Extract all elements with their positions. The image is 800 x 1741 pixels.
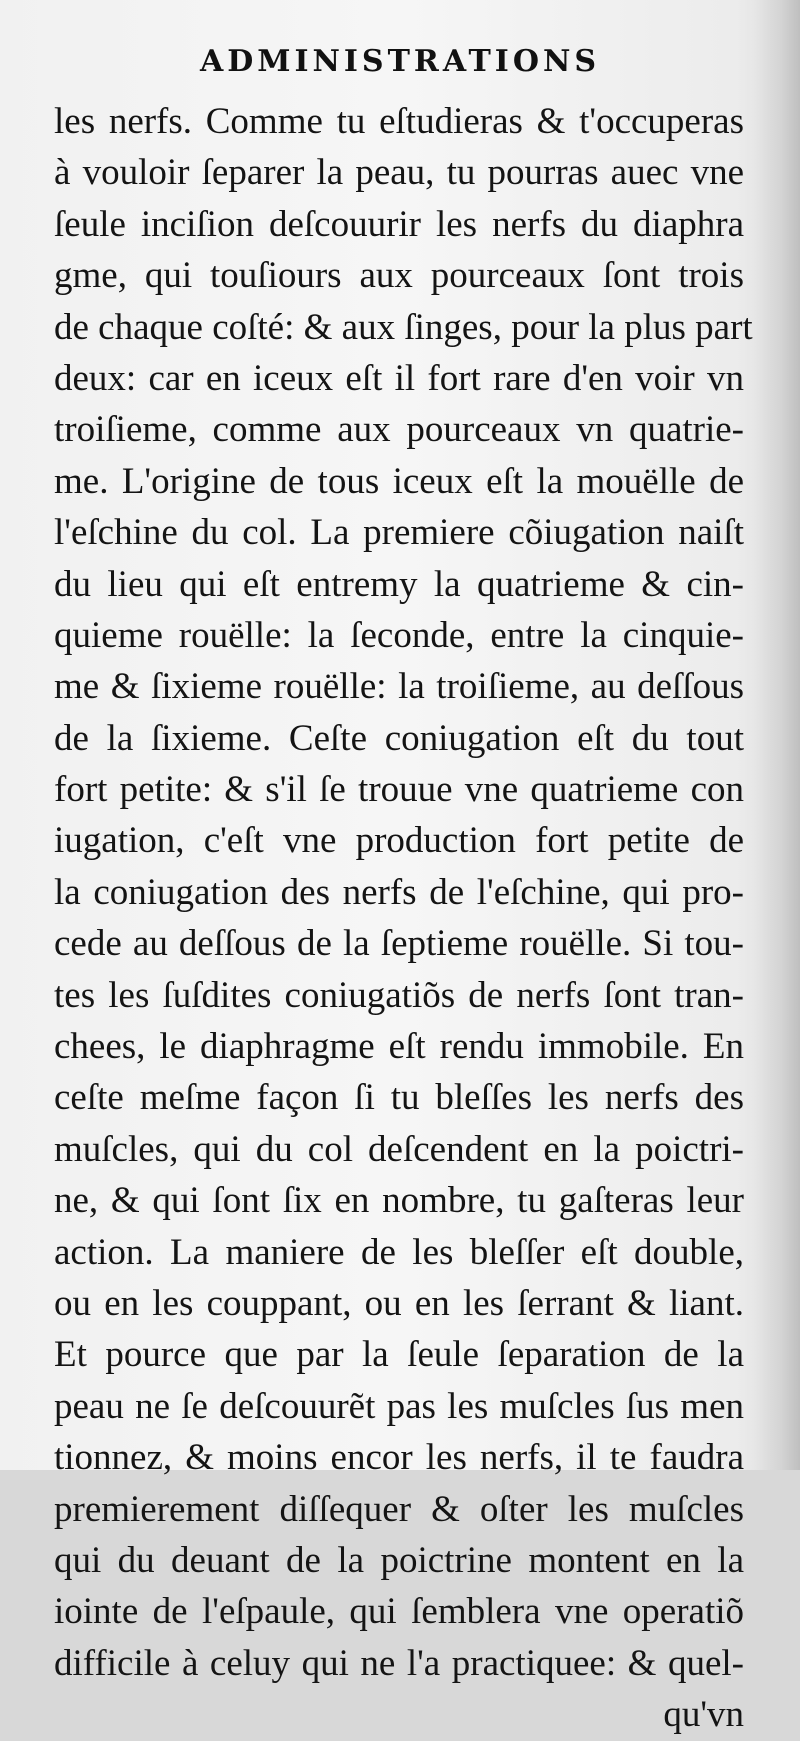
text-line: cede au deſſous de la ſeptieme rouëlle. Si tou- bbox=[54, 923, 744, 965]
text-line: deux: car en iceux eſt il fort rare d'en voir vn bbox=[54, 357, 744, 399]
text-line: chees, le diaphragme eſt rendu immobile. En bbox=[54, 1026, 744, 1068]
text-line: troiſieme, comme aux pourceaux vn quatrie- bbox=[54, 409, 744, 451]
text-line: ſeule inciſion deſcouurir les nerfs du diaphra bbox=[54, 203, 744, 245]
running-head: ADMINISTRATIONS bbox=[199, 44, 601, 79]
text-line: difficile à celuy qui ne l'a practiquee: & quel- bbox=[54, 1642, 744, 1684]
text-line: les nerfs. Comme tu eſtudieras & t'occuperas bbox=[54, 101, 744, 142]
text-line: l'eſchine du col. La premiere cõiugation naiſt bbox=[54, 512, 744, 554]
text-line: fort petite: & s'il ſe trouue vne quatrieme con bbox=[54, 769, 744, 811]
text-line: premierement diſſequer & oſter les muſcles bbox=[54, 1488, 744, 1530]
text-line: ne, & qui ſont ſix en nombre, tu gaſteras leur bbox=[54, 1180, 744, 1222]
text-line: tes les ſuſdites coniugatiõs de nerfs ſont tran- bbox=[54, 974, 744, 1016]
text-line: iugation, c'eſt vne production fort petite de bbox=[54, 820, 744, 862]
text-line: ou en les couppant, ou en les ſerrant & liant. bbox=[54, 1282, 744, 1324]
text-line: à vouloir ſeparer la peau, tu pourras auec vne bbox=[54, 152, 744, 194]
text-line: Et pource que par la ſeule ſeparation de la bbox=[54, 1334, 744, 1376]
text-line: muſcles, qui du col deſcendent en la poictri- bbox=[54, 1128, 744, 1170]
text-line: peau ne ſe deſcouurẽt pas les muſcles ſus men bbox=[54, 1385, 744, 1427]
text-line: action. La maniere de les bleſſer eſt double, bbox=[54, 1231, 744, 1273]
text-line: de la ſixieme. Ceſte coniugation eſt du tout bbox=[54, 717, 744, 759]
page-edge-shadow bbox=[754, 0, 800, 1470]
body-text bbox=[54, 96, 753, 1741]
text-line: gme, qui touſiours aux pourceaux ſont trois bbox=[54, 255, 744, 297]
text-line: quieme rouëlle: la ſeconde, entre la cinquie- bbox=[54, 614, 744, 656]
text-line: me. L'origine de tous iceux eſt la mouëlle de bbox=[54, 460, 744, 502]
catchword: qu'vn bbox=[663, 1694, 744, 1736]
text-line: ceſte meſme façon ſi tu bleſſes les nerfs des bbox=[54, 1077, 744, 1119]
text-line: de chaque coſté: & aux ſinges, pour la plus part bbox=[54, 306, 753, 348]
text-line: du lieu qui eſt entremy la quatrieme & cin- bbox=[54, 563, 744, 605]
text-line: la coniugation des nerfs de l'eſchine, qui pro- bbox=[54, 871, 744, 913]
text-line: iointe de l'eſpaule, qui ſemblera vne operatiõ bbox=[54, 1591, 744, 1633]
text-line: qui du deuant de la poictrine montent en la bbox=[54, 1539, 744, 1581]
text-line: tionnez, & moins encor les nerfs, il te faudra bbox=[54, 1437, 744, 1479]
text-line: me & ſixieme rouëlle: la troiſieme, au deſſous bbox=[54, 666, 744, 708]
